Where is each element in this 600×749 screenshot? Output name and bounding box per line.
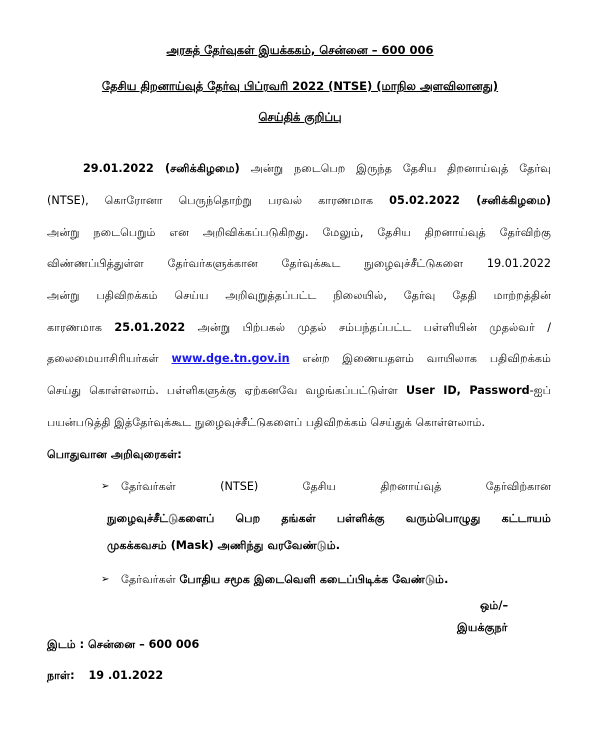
instruction-1-line-1: தேர்வர்கள் (NTSE) தேசிய திறனாய்வுத் தேர்விற்கான <box>121 480 551 493</box>
bullet-arrow-icon: ➢ <box>101 574 110 585</box>
signature-mark: ஒம்/– <box>480 599 509 612</box>
place-line: இடம் : சென்னை – 600 006 <box>47 638 200 651</box>
instruction-2: தேர்வர்கள் போதிய சமூக இடைவெளி கடைப்பிடிக்க வேண்டும். <box>121 573 449 586</box>
body-line-3: அன்று நடைபெறும் என அறிவிக்கப்படுகிறது. மேலும், தேசிய திறனாய்வுத் தேர்விற்கு <box>47 226 551 239</box>
signatory-designation: இயக்குநர் <box>457 621 508 634</box>
office-title: அரசுத் தேர்வுகள் இயக்ககம், சென்னை – 600 006 <box>166 43 434 57</box>
instruction-1-line-3: முகக்கவசம் (Mask) அணிந்து வரவேண்டும். <box>107 539 341 552</box>
date-value: 19 .01.2022 <box>88 669 164 682</box>
instruction-1-line-2: நுழைவுச்சீட்டுகளைப் பெற தங்கள் பள்ளிக்கு வரும்பொழுது கட்டாயம் <box>107 512 551 525</box>
body-line-8: செய்து கொள்ளலாம். பள்ளிகளுக்கு ஏற்கனவே வழங்கப்பட்டுள்ள User ID, Password-ஐப் <box>47 384 551 397</box>
exam-title: தேசிய திறனாய்வுத் தேர்வு பிப்ரவரி 2022 (NTSE) (மாநில அளவிலானது) <box>101 79 499 93</box>
bullet-arrow-icon: ➢ <box>101 481 110 492</box>
body-line-6: காரணமாக 25.01.2022 அன்று பிற்பகல் முதல் சம்பந்தப்பட்ட பள்ளியின் முதல்வர் / <box>47 321 551 334</box>
exam-original-date: 29.01.2022 (சனிக்கிழமை) <box>83 162 240 175</box>
document-type-title: செய்திக் குறிப்பு <box>258 110 342 124</box>
dge-website-link[interactable]: www.dge.tn.gov.in <box>171 352 290 365</box>
date-label: நாள்: <box>47 669 75 682</box>
body-line-5: அன்று பதிவிறக்கம் செய்ய அறிவுறுத்தப்பட்ட நிலையில், தேர்வு தேதி மாற்றத்தின் <box>47 289 551 302</box>
body-line-9: பயன்படுத்தி இத்தேர்வுக்கூட நுழைவுச்சீட்டுகளைப் பதிவிறக்கம் செய்துக் கொள்ளலாம். <box>47 416 486 429</box>
exam-new-date: 05.02.2022 (சனிக்கிழமை) <box>389 194 552 207</box>
download-date: 25.01.2022 <box>114 321 186 334</box>
instructions-heading: பொதுவான அறிவுரைகள்: <box>47 448 182 461</box>
body-line-7: தலைமையாசிரியர்கள் www.dge.tn.gov.in என்ற இணையதளம் வாயிலாக பதிவிறக்கம் <box>47 352 552 365</box>
body-line-4: விண்ணப்பித்துள்ள தேர்வர்களுக்கான தேர்வுக்கூட நுழைவுச்சீட்டுகளை 19.01.2022 <box>47 257 551 270</box>
body-line-1: 29.01.2022 (சனிக்கிழமை) அன்று நடைபெற இருந்த தேசிய திறனாய்வுத் தேர்வு <box>83 162 552 175</box>
date-line <box>47 668 551 684</box>
credentials-text: User ID, Password <box>405 384 530 397</box>
body-line-2: (NTSE), கொரோனா பெருந்தொற்று பரவல் காரணமாக 05.02.2022 (சனிக்கிழமை) <box>47 194 552 207</box>
